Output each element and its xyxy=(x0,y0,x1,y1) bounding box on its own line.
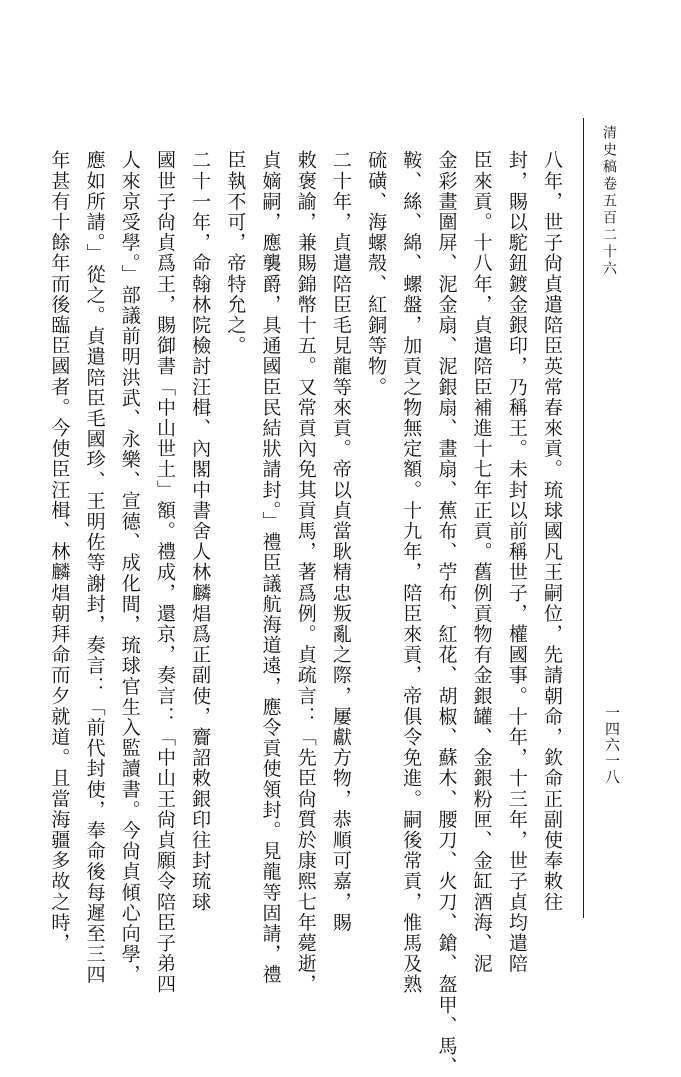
text-column: 八年，世子尙貞遣陪臣英常春來貢。琉球國凡王嗣位，先請朝命，欽命正副使奉敕往 xyxy=(541,150,563,913)
text-column: 臣執不可，帝特允之。 xyxy=(224,150,247,356)
text-column: 鞍、絲、綿、螺盤，加貢之物無定額。十九年，陪臣來貢，帝俱令免進。嗣後常貢，惟馬及熟 xyxy=(400,150,423,995)
text-column: 封，賜以駝鈕鍍金銀印，乃稱王。未封以前稱世子，權國事。十年，十三年，世子貞均遣陪 xyxy=(505,150,528,974)
text-column: 貞嫡嗣，應襲爵，具通國臣民結狀請封。」禮臣議航海道遠，應令貢使領封。見龍等固請，禮 xyxy=(259,150,282,986)
text-column: 二十年，貞遣陪臣毛見龍等來貢。帝以貞當耿精忠叛亂之際，屢獻方物，恭順可嘉，賜 xyxy=(329,150,352,933)
text-column: 二十一年，命翰林院檢討汪楫、內閣中書舍人林麟焻爲正副使，齎詔敕銀印往封琉球 xyxy=(189,150,212,913)
text-column: 臣來貢。十八年，貞遣陪臣補進十七年正貢。舊例貢物有金銀罐、金銀粉匣、金缸酒海、泥 xyxy=(470,150,493,974)
page-number: 一四六一八 xyxy=(603,705,621,785)
text-column: 年甚有十餘年而後臨臣國者。今使臣汪楫、林麟焻朝拜命而夕就道。且當海疆多故之時， xyxy=(48,150,71,954)
body-text xyxy=(48,150,565,1077)
text-column: 人來京受學。」部議前明洪武、永樂、宣德、成化間，琉球官生入監讀書。今尙貞傾心向學， xyxy=(118,150,141,986)
header-divider-rule xyxy=(583,118,584,918)
text-column: 應如所請。」從之。貞遣陪臣毛國珍、王明佐等謝封，奏言：「前代封使，奉命後每遲至三四 xyxy=(83,150,106,986)
text-column: 金彩畫圍屏、泥金扇、泥銀扇、畫扇、蕉布、苧布、紅花、胡椒、蘇木、腰刀、火刀、鎗、盔甲、馬、 xyxy=(435,150,458,1077)
text-column: 國世子尙貞爲王，賜御書「中山世土」額。禮成，還京，奏言：「中山王尙貞願令陪臣子弟四 xyxy=(153,150,176,995)
text-column: 硫磺、海螺殼、紅銅等物。 xyxy=(365,150,388,398)
running-header: 清史稿卷五百二十六 xyxy=(601,125,617,278)
text-column: 敕褒諭，兼賜錦幣十五。又常貢內免其貢馬，著爲例。貞疏言：「先臣尙質於康熙七年薨逝， xyxy=(294,150,317,995)
